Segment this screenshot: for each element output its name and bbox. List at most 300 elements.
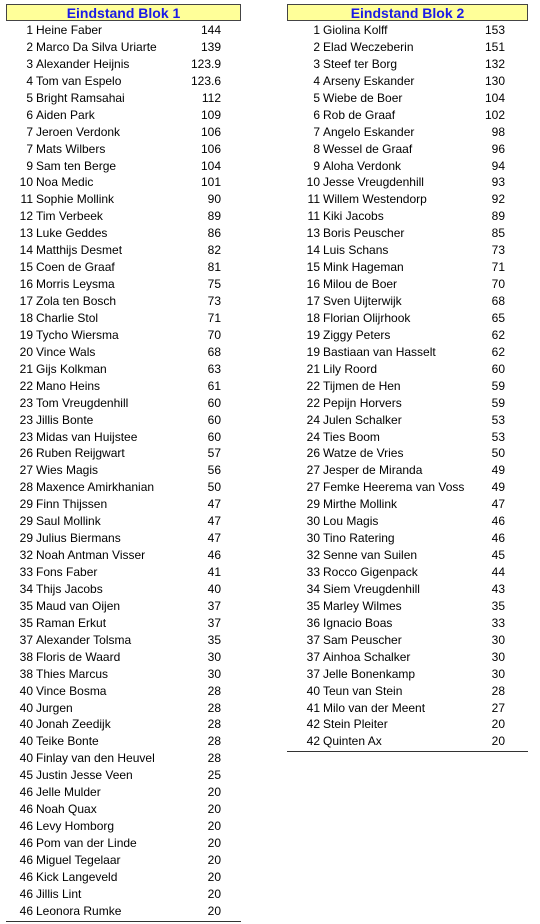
rank-cell: 8 (313, 141, 320, 156)
score-cell: 112 (201, 90, 221, 105)
score-cell: 47 (207, 531, 221, 546)
score-cell: 30 (207, 666, 221, 681)
table-row (287, 22, 528, 39)
rank-cell: 37 (306, 649, 320, 664)
table-row (6, 310, 241, 327)
player-name-cell: Jurgen (36, 700, 73, 715)
player-name-cell: Floris de Waard (36, 649, 121, 664)
table-row (6, 547, 241, 564)
table-row (6, 530, 241, 547)
score-cell: 20 (207, 903, 221, 918)
rank-cell: 29 (19, 514, 33, 529)
score-cell: 60 (207, 429, 221, 444)
rank-cell: 33 (306, 565, 320, 579)
table-row (287, 513, 528, 530)
table-row (287, 378, 528, 395)
player-name-cell: Julius Biermans (36, 531, 121, 546)
table-row (6, 649, 241, 666)
table-row (6, 632, 241, 649)
table-row (287, 700, 528, 717)
player-name-cell: Ziggy Peters (323, 327, 391, 342)
rank-cell: 22 (306, 395, 320, 410)
table-row (6, 378, 241, 395)
player-name-cell: Ruben Reijgwart (36, 446, 125, 461)
score-cell: 104 (484, 90, 505, 105)
player-name-cell: Jesse Vreugdenhill (323, 175, 424, 190)
score-cell: 50 (491, 446, 505, 461)
player-name-cell: Coen de Graaf (36, 260, 115, 275)
rank-cell: 34 (306, 581, 320, 596)
rank-cell: 7 (26, 124, 33, 139)
score-cell: 28 (207, 717, 221, 732)
table-row (287, 124, 528, 141)
player-name-cell: Vince Wals (36, 344, 96, 359)
rank-cell: 13 (19, 226, 33, 241)
rank-cell: 26 (306, 446, 320, 461)
player-name-cell: Zola ten Bosch (36, 294, 117, 308)
score-cell: 102 (484, 107, 505, 122)
table-row (6, 158, 241, 175)
player-name-cell: Midas van Huijstee (36, 429, 138, 444)
player-name-cell: Wies Magis (36, 463, 99, 478)
player-name-cell: Pom van der Linde (36, 836, 137, 850)
player-name-cell: Rocco Gigenpack (323, 565, 418, 579)
score-cell: 75 (207, 277, 221, 292)
score-cell: 130 (484, 73, 505, 88)
table-row (6, 479, 241, 496)
score-cell: 63 (207, 361, 221, 376)
player-name-cell: Charlie Stol (36, 310, 99, 325)
table-row (287, 615, 528, 632)
rank-cell: 45 (19, 768, 33, 783)
score-cell: 35 (491, 598, 505, 613)
player-name-cell: Milou de Boer (323, 277, 398, 292)
score-cell: 33 (491, 615, 505, 630)
score-cell: 47 (207, 514, 221, 529)
score-cell: 20 (207, 869, 221, 884)
rank-cell: 11 (307, 192, 320, 207)
score-cell: 123.6 (190, 73, 221, 88)
score-cell: 25 (207, 768, 221, 783)
rank-cell: 40 (19, 734, 33, 749)
score-cell: 89 (491, 209, 505, 224)
rank-cell: 18 (306, 310, 320, 325)
rank-cell: 24 (306, 412, 320, 427)
rank-cell: 2 (313, 39, 320, 54)
rank-cell: 22 (306, 378, 320, 393)
rank-cell: 42 (306, 734, 320, 749)
player-name-cell: Marley Wilmes (323, 598, 402, 613)
block-1-bottom-border (6, 921, 241, 922)
table-row (287, 666, 528, 683)
score-cell: 68 (207, 344, 221, 359)
rank-cell: 26 (19, 446, 33, 461)
score-cell: 123.9 (190, 56, 221, 71)
table-row (6, 767, 241, 784)
score-cell: 56 (207, 463, 221, 478)
rank-cell: 29 (19, 531, 33, 546)
score-cell: 45 (491, 548, 505, 563)
table-row (287, 242, 528, 259)
score-cell: 20 (207, 886, 221, 901)
table-row (6, 886, 241, 903)
rank-cell: 19 (306, 344, 320, 359)
player-name-cell: Lou Magis (323, 514, 379, 529)
player-name-cell: Morris Leysma (36, 277, 115, 292)
table-row (6, 784, 241, 801)
table-row (6, 56, 241, 73)
rank-cell: 27 (306, 463, 320, 478)
table-row (6, 174, 241, 191)
table-row (6, 141, 241, 158)
table-row (287, 361, 528, 378)
score-cell: 47 (207, 497, 221, 512)
rank-cell: 29 (19, 497, 33, 512)
score-cell: 71 (207, 310, 221, 325)
player-name-cell: Siem Vreugdenhill (323, 581, 420, 596)
rank-cell: 9 (26, 158, 33, 173)
player-name-cell: Sam ten Berge (36, 158, 117, 173)
player-name-cell: Julen Schalker (323, 412, 402, 427)
table-row (287, 90, 528, 107)
rank-cell: 37 (306, 632, 320, 647)
player-name-cell: Femke Heerema van Voss (323, 480, 465, 495)
rank-cell: 46 (19, 819, 33, 834)
table-row (6, 615, 241, 632)
rank-cell: 1 (313, 23, 320, 37)
player-name-cell: Tim Verbeek (36, 209, 103, 224)
player-name-cell: Vince Bosma (36, 683, 107, 698)
player-name-cell: Ignacio Boas (323, 615, 393, 630)
score-cell: 20 (207, 852, 221, 867)
standings-block-1 (6, 4, 241, 920)
player-name-cell: Matthijs Desmet (36, 243, 123, 258)
score-cell: 70 (207, 327, 221, 342)
rank-cell: 27 (19, 463, 33, 478)
player-name-cell: Marco Da Silva Uriarte (36, 39, 157, 54)
rank-cell: 20 (19, 344, 33, 359)
player-name-cell: Tom Vreugdenhill (36, 395, 129, 410)
score-cell: 93 (491, 175, 505, 190)
table-row (6, 107, 241, 124)
rank-cell: 27 (306, 480, 320, 495)
player-name-cell: Senne van Suilen (323, 548, 418, 563)
score-cell: 30 (207, 649, 221, 664)
rank-cell: 42 (306, 717, 320, 732)
rank-cell: 11 (307, 209, 320, 224)
score-cell: 59 (491, 378, 505, 393)
score-cell: 106 (200, 124, 221, 139)
rank-cell: 24 (306, 429, 320, 444)
player-name-cell: Finn Thijssen (36, 497, 108, 512)
player-name-cell: Rob de Graaf (323, 107, 396, 122)
rank-cell: 21 (306, 361, 320, 376)
rank-cell: 19 (19, 327, 33, 342)
block-2-rows (287, 22, 528, 750)
table-row (6, 293, 241, 310)
table-row (6, 90, 241, 107)
player-name-cell: Noah Quax (36, 802, 97, 817)
score-cell: 28 (207, 683, 221, 698)
rank-cell: 9 (313, 158, 320, 173)
rank-cell: 40 (19, 717, 33, 732)
rank-cell: 37 (306, 666, 320, 681)
score-cell: 20 (207, 836, 221, 850)
table-row (6, 750, 241, 767)
score-cell: 49 (491, 480, 505, 495)
player-name-cell: Ties Boom (323, 429, 380, 444)
score-cell: 28 (491, 683, 505, 698)
player-name-cell: Angelo Eskander (323, 124, 415, 139)
score-cell: 104 (200, 158, 221, 173)
table-row (287, 174, 528, 191)
player-name-cell: Aiden Park (36, 107, 95, 122)
table-row (6, 445, 241, 462)
table-row (6, 852, 241, 869)
rank-cell: 16 (306, 277, 320, 292)
player-name-cell: Milo van der Meent (323, 700, 426, 715)
player-name-cell: Justin Jesse Veen (36, 768, 133, 783)
rank-cell: 40 (19, 751, 33, 766)
rank-cell: 10 (306, 175, 320, 190)
rank-cell: 6 (313, 107, 320, 122)
player-name-cell: Sven Uijterwijk (323, 294, 402, 308)
table-row (6, 700, 241, 717)
player-name-cell: Noah Antman Visser (36, 548, 146, 563)
rank-cell: 35 (306, 598, 320, 613)
score-cell: 30 (491, 649, 505, 664)
rank-cell: 32 (19, 548, 33, 563)
table-row (6, 225, 241, 242)
player-name-cell: Quinten Ax (323, 734, 382, 749)
table-row (6, 564, 241, 581)
player-name-cell: Ainhoa Schalker (323, 649, 411, 664)
rank-cell: 3 (313, 56, 320, 71)
score-cell: 81 (207, 260, 221, 275)
player-name-cell: Maud van Oijen (36, 598, 121, 613)
table-row (6, 598, 241, 615)
table-row (6, 22, 241, 39)
block-1-title: Eindstand Blok 1 (6, 4, 241, 21)
player-name-cell: Wiebe de Boer (323, 90, 403, 105)
block-2-title: Eindstand Blok 2 (287, 4, 528, 21)
table-row (6, 276, 241, 293)
table-row (6, 733, 241, 750)
table-row (287, 716, 528, 733)
rank-cell: 46 (19, 886, 33, 901)
table-row (6, 327, 241, 344)
score-cell: 89 (207, 209, 221, 224)
table-row (287, 395, 528, 412)
rank-cell: 15 (306, 260, 320, 275)
table-row (287, 632, 528, 649)
table-row (287, 208, 528, 225)
score-cell: 96 (491, 141, 505, 156)
score-cell: 59 (491, 395, 505, 410)
table-row (287, 344, 528, 361)
table-row (6, 581, 241, 598)
table-row (287, 733, 528, 750)
rank-cell: 32 (306, 548, 320, 563)
table-row (287, 429, 528, 446)
table-row (287, 39, 528, 56)
table-row (287, 327, 528, 344)
rank-cell: 30 (306, 531, 320, 546)
player-name-cell: Jillis Lint (36, 886, 82, 901)
table-row (6, 716, 241, 733)
table-row (287, 462, 528, 479)
rank-cell: 21 (19, 361, 33, 376)
table-row (6, 869, 241, 886)
player-name-cell: Saul Mollink (36, 514, 101, 529)
rank-cell: 10 (19, 175, 33, 190)
table-row (6, 801, 241, 818)
rank-cell: 16 (19, 277, 33, 292)
player-name-cell: Jesper de Miranda (323, 463, 423, 478)
table-row (287, 56, 528, 73)
rank-cell: 5 (313, 90, 320, 105)
player-name-cell: Sam Peuscher (323, 632, 402, 647)
player-name-cell: Mano Heins (36, 378, 101, 393)
score-cell: 50 (207, 480, 221, 495)
player-name-cell: Leonora Rumke (36, 903, 122, 918)
player-name-cell: Heine Faber (36, 23, 103, 37)
rank-cell: 17 (19, 294, 33, 308)
score-cell: 132 (484, 56, 505, 71)
rank-cell: 14 (306, 243, 320, 258)
score-cell: 53 (491, 429, 505, 444)
player-name-cell: Thijs Jacobs (36, 581, 103, 596)
rank-cell: 12 (19, 209, 33, 224)
rank-cell: 34 (19, 581, 33, 596)
rank-cell: 35 (19, 598, 33, 613)
player-name-cell: Raman Erkut (36, 615, 107, 630)
player-name-cell: Thies Marcus (36, 666, 109, 681)
score-cell: 153 (484, 23, 505, 37)
rank-cell: 14 (19, 243, 33, 258)
player-name-cell: Alexander Heijnis (36, 56, 130, 71)
table-row (287, 445, 528, 462)
rank-cell: 18 (19, 310, 33, 325)
table-row (6, 666, 241, 683)
score-cell: 30 (491, 666, 505, 681)
player-name-cell: Watze de Vries (323, 446, 404, 461)
table-row (6, 208, 241, 225)
player-name-cell: Steef ter Borg (323, 56, 398, 71)
table-row (287, 581, 528, 598)
table-row (287, 293, 528, 310)
table-row (6, 513, 241, 530)
rank-cell: 29 (306, 497, 320, 512)
table-row (287, 412, 528, 429)
table-row (287, 547, 528, 564)
player-name-cell: Aloha Verdonk (323, 158, 402, 173)
player-name-cell: Luke Geddes (36, 226, 108, 241)
player-name-cell: Levy Homborg (36, 819, 115, 834)
score-cell: 60 (491, 361, 505, 376)
score-cell: 44 (491, 565, 505, 579)
rank-cell: 13 (306, 226, 320, 241)
table-row (287, 496, 528, 513)
player-name-cell: Mink Hageman (323, 260, 404, 275)
score-cell: 60 (207, 395, 221, 410)
score-cell: 68 (491, 294, 505, 308)
player-name-cell: Pepijn Horvers (323, 395, 402, 410)
score-cell: 62 (491, 327, 505, 342)
table-row (6, 835, 241, 852)
player-name-cell: Jeroen Verdonk (36, 124, 121, 139)
player-name-cell: Arseny Eskander (323, 73, 415, 88)
score-cell: 46 (491, 514, 505, 529)
score-cell: 46 (207, 548, 221, 563)
table-row (287, 276, 528, 293)
score-cell: 35 (207, 632, 221, 647)
score-cell: 144 (200, 23, 221, 37)
table-row (287, 598, 528, 615)
score-cell: 20 (207, 802, 221, 817)
table-row (287, 310, 528, 327)
player-name-cell: Willem Westendorp (323, 192, 427, 207)
rank-cell: 38 (19, 666, 33, 681)
player-name-cell: Tycho Wiersma (36, 327, 119, 342)
score-cell: 20 (491, 717, 505, 732)
score-cell: 40 (207, 581, 221, 596)
player-name-cell: Mirthe Mollink (323, 497, 398, 512)
player-name-cell: Boris Peuscher (323, 226, 405, 241)
score-cell: 43 (491, 581, 505, 596)
block-2-bottom-border (287, 751, 528, 752)
table-row (6, 683, 241, 700)
rank-cell: 41 (306, 700, 320, 715)
rank-cell: 7 (26, 141, 33, 156)
player-name-cell: Gijs Kolkman (36, 361, 107, 376)
score-cell: 65 (491, 310, 505, 325)
table-row (6, 818, 241, 835)
table-row (287, 225, 528, 242)
score-cell: 98 (491, 124, 505, 139)
score-cell: 27 (491, 700, 505, 715)
score-cell: 20 (491, 734, 505, 749)
rank-cell: 46 (19, 836, 33, 850)
rank-cell: 15 (19, 260, 33, 275)
table-row (287, 479, 528, 496)
table-row (6, 361, 241, 378)
score-cell: 28 (207, 734, 221, 749)
table-row (6, 412, 241, 429)
score-cell: 20 (207, 819, 221, 834)
score-cell: 73 (491, 243, 505, 258)
score-cell: 151 (484, 39, 505, 54)
table-row (6, 903, 241, 920)
rank-cell: 19 (306, 327, 320, 342)
table-row (287, 158, 528, 175)
score-cell: 60 (207, 412, 221, 427)
rank-cell: 3 (26, 56, 33, 71)
rank-cell: 22 (19, 378, 33, 393)
rank-cell: 38 (19, 649, 33, 664)
player-name-cell: Jelle Mulder (36, 785, 101, 800)
score-cell: 46 (491, 531, 505, 546)
player-name-cell: Bastiaan van Hasselt (323, 344, 436, 359)
score-cell: 20 (207, 785, 221, 800)
table-row (287, 73, 528, 90)
player-name-cell: Florian Olijrhook (323, 310, 411, 325)
score-cell: 101 (200, 175, 221, 190)
rank-cell: 36 (306, 615, 320, 630)
score-cell: 70 (491, 277, 505, 292)
table-row (6, 496, 241, 513)
score-cell: 92 (491, 192, 505, 207)
